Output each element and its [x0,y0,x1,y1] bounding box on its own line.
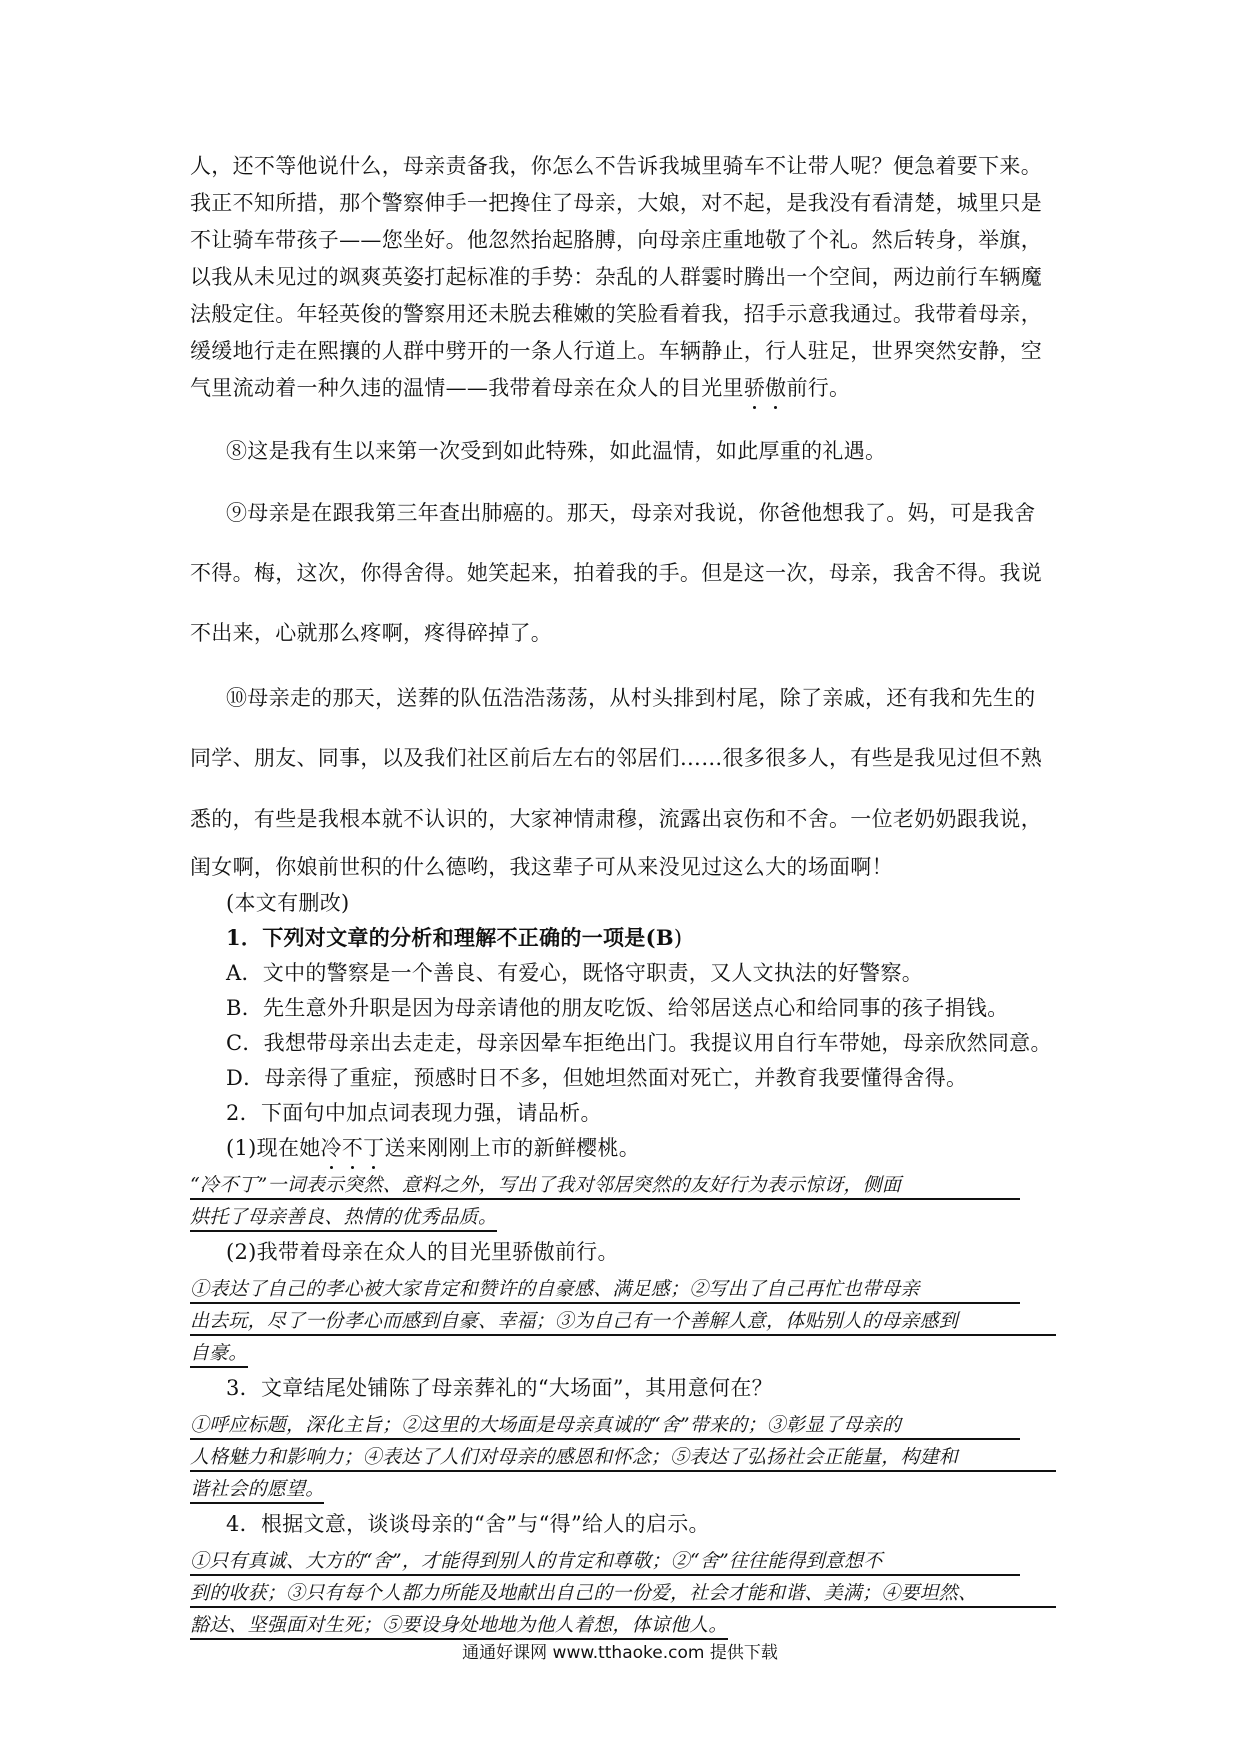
body-line-2: 我正不知所措，那个警察伸手一把搀住了母亲，大娘，对不起，是我没有看清楚，城里只是 [190,191,1042,215]
body-line-4: 以我从未见过的飒爽英姿打起标准的手势：杂乱的人群霎时腾出一个空间，两边前行车辆魔 [190,265,1042,289]
option-a: A．文中的警察是一个善良、有爱心，既恪守职责，又人文执法的好警察。 [226,961,924,985]
answer-line: 烘托了母亲善良、热情的优秀品质。 [190,1202,497,1232]
paragraph-10-line-4: 闺女啊，你娘前世积的什么德哟，我这辈子可从来没见过这么大的场面啊！ [190,855,893,879]
emphasis-char: 骄 [744,372,765,402]
body-line-7-after: 前行。 [786,376,851,400]
answer-line: 谐社会的愿望。 [190,1474,324,1504]
body-line-6: 缓缓地行走在熙攘的人群中劈开的一条人行道上。车辆静止，行人驻足，世界突然安静，空 [190,339,1042,363]
paragraph-9-line-1: ⑨母亲是在跟我第三年查出肺癌的。那天，母亲对我说，你爸他想我了。妈，可是我舍 [226,501,1036,525]
option-c: C．我想带母亲出去走走，母亲因晕车拒绝出门。我提议用自行车带她，母亲欣然同意。 [226,1031,1052,1055]
answer-line: 豁达、坚强面对生死；⑤要设身处地地为他人着想，体谅他人。 [190,1610,728,1640]
emphasis-char: 冷 [321,1132,342,1162]
answer-line: 出去玩，尽了一份孝心而感到自豪、幸福；③为自己有一个善解人意，体贴别人的母亲感到 [190,1306,1056,1336]
answer-line: 人格魅力和影响力；④表达了人们对母亲的感恩和怀念；⑤表达了弘扬社会正能量，构建和 [190,1442,1056,1472]
question-2-sub-2: (2)我带着母亲在众人的目光里骄傲前行。 [226,1240,619,1264]
source-note: (本文有删改) [226,891,350,915]
body-line-7 [190,372,850,402]
question-1-close: ) [673,926,683,950]
sub-1-after: 送来刚刚上市的新鲜樱桃。 [384,1136,641,1160]
body-line-1: 人，还不等他说什么，母亲责备我，你怎么不告诉我城里骑车不让带人呢？便急着要下来。 [190,154,1042,178]
question-1-label: 1．下列对文章的分析和理解不正确的一项是( [226,925,656,950]
question-2: 2．下面句中加点词表现力强，请品析。 [226,1101,602,1125]
question-1-answer: B [655,925,674,950]
paragraph-9-line-2: 不得。梅，这次，你得舍得。她笑起来，拍着我的手。但是这一次，母亲，我舍不得。我说 [190,561,1042,585]
paragraph-10-line-3: 悉的，有些是我根本就不认识的，大家神情肃穆，流露出哀伤和不舍。一位老奶奶跟我说， [190,807,1042,831]
paragraph-10-line-2: 同学、朋友、同事，以及我们社区前后左右的邻居们……很多很多人，有些是我见过但不熟 [190,746,1042,770]
question-4: 4．根据文意，谈谈母亲的“舍”与“得”给人的启示。 [226,1512,710,1536]
emphasis-char: 不 [342,1132,363,1162]
answer-line: ①只有真诚、大方的“舍”，才能得到别人的肯定和尊敬；②“舍”往往能得到意想不 [190,1546,1020,1576]
paragraph-8: ⑧这是我有生以来第一次受到如此特殊，如此温情，如此厚重的礼遇。 [226,439,887,463]
emphasis-char: 丁 [363,1132,384,1162]
question-3: 3．文章结尾处铺陈了母亲葬礼的“大场面”，其用意何在？ [226,1376,773,1400]
answer-line: 到的收获；③只有每个人都力所能及地献出自己的一份爱，社会才能和谐、美满；④要坦然、 [190,1578,1056,1608]
option-d: D．母亲得了重症，预感时日不多，但她坦然面对死亡，并教育我要懂得舍得。 [226,1066,968,1090]
body-line-3: 不让骑车带孩子——您坐好。他忽然抬起胳膊，向母亲庄重地敬了个礼。然后转身，举旗， [190,228,1042,252]
body-line-7-before: 气里流动着一种久违的温情——我带着母亲在众人的目光里 [190,376,744,400]
emphasis-char: 傲 [765,372,786,402]
sub-1-before: (1)现在她 [226,1136,321,1160]
body-line-5: 法般定住。年轻英俊的警察用还未脱去稚嫩的笑脸看着我，招手示意我通过。我带着母亲， [190,302,1042,326]
answer-line: ①表达了自己的孝心被大家肯定和赞许的自豪感、满足感；②写出了自己再忙也带母亲 [190,1274,1020,1304]
paragraph-9-line-3: 不出来，心就那么疼啊，疼得碎掉了。 [190,621,553,645]
answer-line: “冷不丁”一词表示突然、意料之外，写出了我对邻居突然的友好行为表示惊讶，侧面 [190,1170,1020,1200]
question-2-sub-1 [226,1132,640,1162]
paragraph-10-line-1: ⑩母亲走的那天，送葬的队伍浩浩荡荡，从村头排到村尾，除了亲戚，还有我和先生的 [226,686,1036,710]
answer-line: ①呼应标题，深化主旨；②这里的大场面是母亲真诚的“舍”带来的；③彰显了母亲的 [190,1410,1020,1440]
answer-line: 自豪。 [190,1338,248,1368]
page-footer: 通通好课网 www.tthaoke.com 提供下载 [462,1643,778,1663]
question-1 [226,922,682,952]
option-b: B．先生意外升职是因为母亲请他的朋友吃饭、给邻居送点心和给同事的孩子捐钱。 [226,996,1009,1020]
